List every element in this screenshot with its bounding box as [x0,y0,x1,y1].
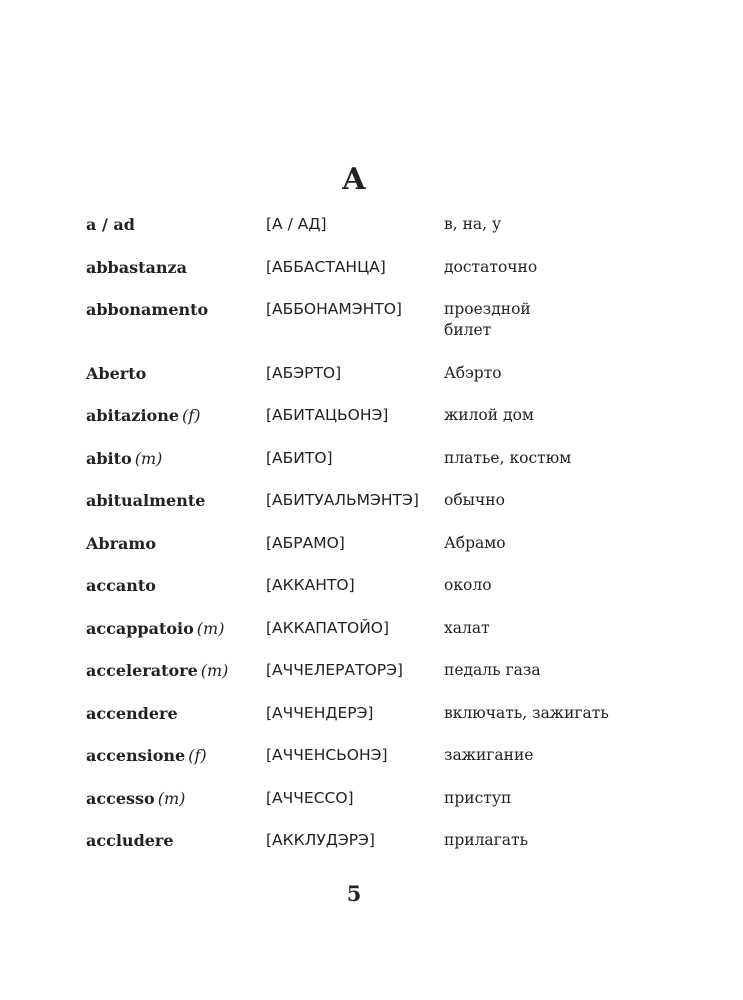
entry-row [86,214,686,235]
entry-word-text: accludere [86,831,174,850]
entry-word-text: abitazione [86,406,180,425]
entry-word-text: abitualmente [86,491,206,510]
entry-gender: (f) [182,406,201,425]
entry-pronunciation: [АККАПАТОЙО] [266,618,390,637]
entry-translation: Абэрто [444,363,502,382]
entry-row [86,405,686,426]
entry-word-text: accendere [86,703,178,723]
entry-translation: приступ [444,788,512,807]
entry-pronunciation: [АЧЧЕНСЬОНЭ] [266,746,388,764]
entry-pronunciation: [АЧЧЕЛЕРАТОРЭ] [266,661,403,679]
page-number: 5 [346,881,362,906]
entry-pronunciation: [АББОНАМЭНТО] [266,300,402,318]
entry-pronunciation: [АБРАМО] [266,533,345,552]
entry-translation: халат [444,618,490,637]
entry-row [86,703,686,724]
entry-translation: прилагать [444,831,529,849]
entry-pronunciation: [АЧЧЕНДЕРЭ] [266,703,374,722]
entry-row [86,618,686,639]
entry-word [86,257,266,278]
entry-translation: Абрамо [444,533,506,552]
entry-word [86,299,266,320]
entry-translation: включать, зажигать [444,703,609,722]
entry-row [86,745,686,766]
entry-pronunciation: [АБИТУАЛЬМЭНТЭ] [266,491,419,509]
entry-gender: (m) [200,661,229,680]
entry-gender: (m) [157,788,186,808]
entry-word-text: abbonamento [86,300,209,319]
entry-row [86,490,686,511]
entry-translation: педаль газа [444,661,541,679]
entry-word-text: accesso [86,788,155,808]
entry-pronunciation: [АККАНТО] [266,576,355,594]
entry-word [86,830,266,851]
entry-pronunciation: [АБИТО] [266,448,333,467]
entry-row [86,830,686,851]
entry-pronunciation: [АЧЧЕССО] [266,788,354,807]
entry-translation: около [444,576,492,594]
entry-word [86,660,266,681]
entry-word [86,214,266,235]
entry-word-text: accensione [86,746,186,765]
entry-word-text: abito [86,448,132,468]
entry-row [86,533,686,554]
entry-word-text: a / ad [86,215,135,234]
entry-word-text: accappatoio [86,618,194,638]
entry-word-text: Aberto [86,363,147,383]
entry-gender: (m) [196,618,225,638]
entry-gender: (f) [188,746,207,765]
entry-pronunciation: [АККЛУДЭРЭ] [266,831,375,849]
entry-list [86,214,686,873]
entry-row [86,788,686,809]
entry-word [86,745,266,766]
entry-row [86,448,686,469]
entry-translation: жилой дом [444,406,534,424]
entry-word [86,575,266,596]
entry-word [86,618,266,639]
entry-row [86,575,686,596]
entry-translation: в, на, у [444,215,502,233]
entry-word [86,788,266,809]
entry-word-text: acceleratore [86,661,198,680]
entry-translation: проездной билет [444,300,531,339]
entry-word [86,405,266,426]
entry-pronunciation: [АБИТАЦЬОНЭ] [266,406,389,424]
section-letter: А [341,162,367,197]
entry-word [86,533,266,554]
entry-pronunciation: [АБЭРТО] [266,363,342,382]
entry-row [86,363,686,384]
entry-word [86,448,266,469]
entry-row [86,257,686,278]
entry-gender: (m) [134,448,163,468]
entry-row [86,660,686,681]
entry-row [86,299,686,341]
entry-pronunciation: [А / АД] [266,215,327,233]
entry-word-text: abbastanza [86,257,187,277]
entry-translation: зажигание [444,746,534,764]
entry-word [86,363,266,384]
entry-word-text: accanto [86,576,156,595]
entry-word [86,703,266,724]
entry-word-text: Abramo [86,533,156,553]
entry-translation: достаточно [444,257,538,276]
entry-pronunciation: [АББАСТАНЦА] [266,257,386,276]
entry-translation: обычно [444,491,505,509]
entry-word [86,490,266,511]
entry-translation: платье, костюм [444,448,572,467]
